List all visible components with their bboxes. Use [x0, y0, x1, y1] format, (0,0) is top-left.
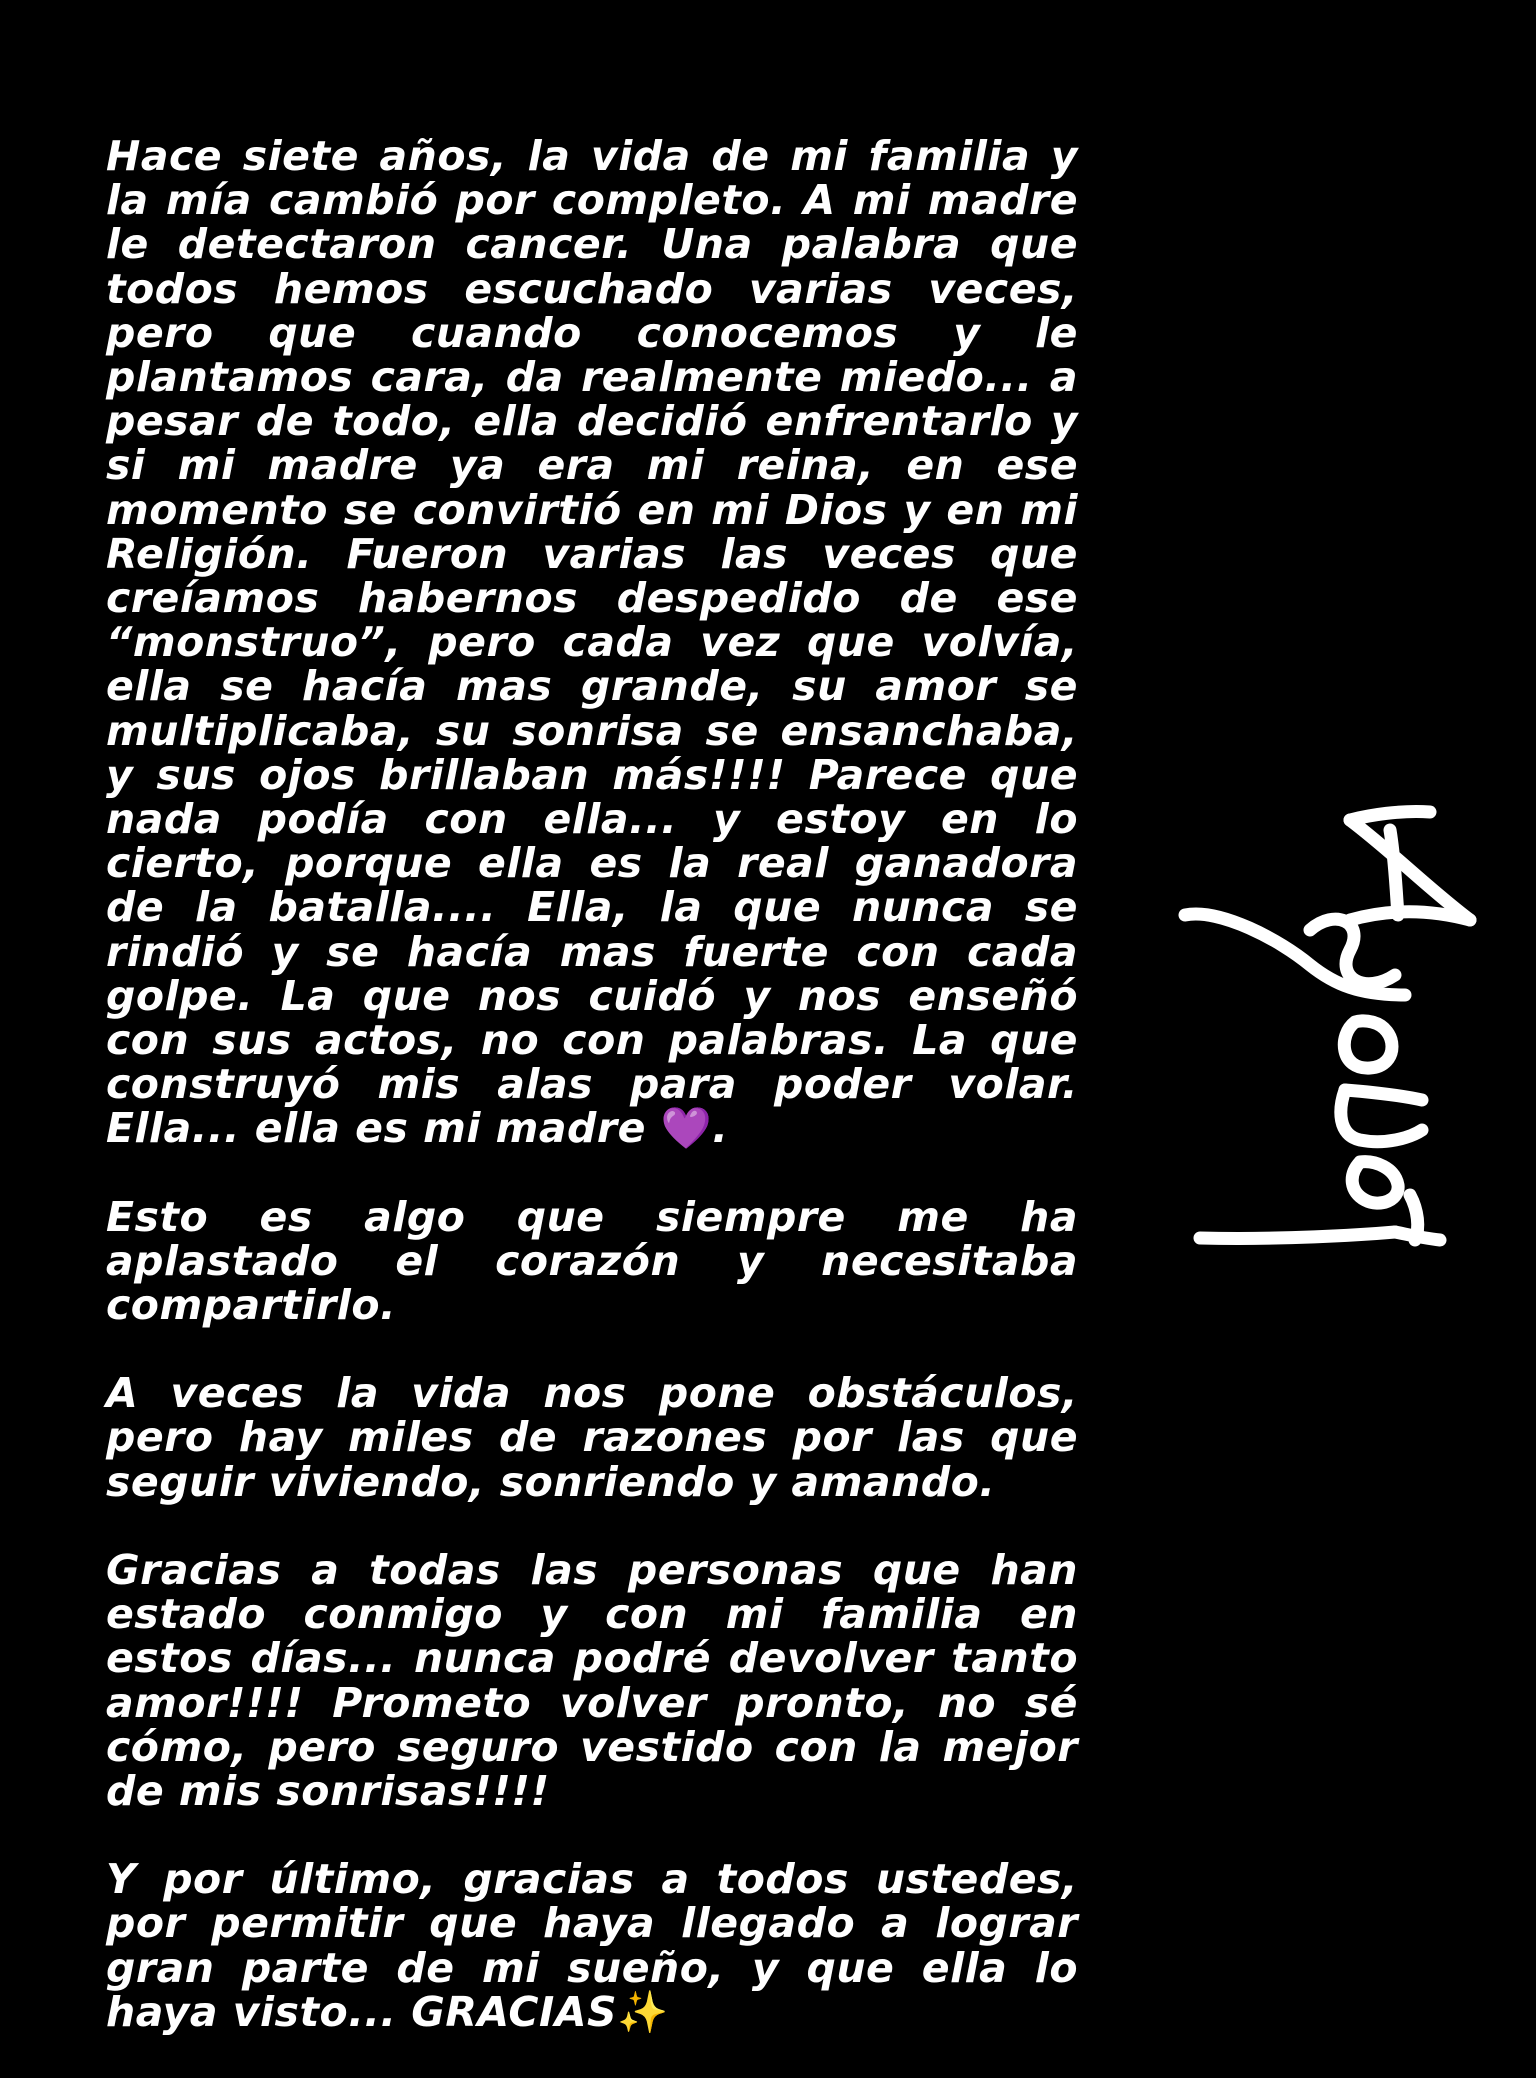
sparkles-icon: ✨: [617, 1987, 669, 2036]
letter-body: [106, 134, 1078, 2078]
paragraph-mother-story: [106, 134, 1078, 1151]
paragraph-obstacles: A veces la vida nos pone obstáculos, pero hay miles de razones por las que seguir viviendo, sonriendo y amando.: [106, 1369, 1078, 1506]
paragraph-thanks-people: Gracias a todas las personas que han estado conmigo y con mi familia en estos días... nunca podré devolver tanto amor!!!! Prometo volver pronto, no sé cómo, pero seguro vestido con la mejor de mis sonrisas!!!!: [106, 1545, 1078, 1815]
paragraph-1-text: Hace siete años, la vida de mi familia y la mía cambió por completo. A mi madre le detectaron cancer. Una palabra que todos hemos escuchado varias veces, pero que cuando conocemos y le plantamos cara, da realmente miedo... a pesar de todo, ella decidió enfrentarlo y si mi madre ya era mi reina, en ese momento se convirtió en mi Dios y en mi Religión. Fueron varias las veces que creíamos habernos despedido de ese “monstruo”, pero cada vez que volvía, ella se hacía mas grande, su amor se multiplicaba, su sonrisa se ensanchaba, y sus ojos brillaban más!!!! Parece que nada podía con ella... y estoy en lo cierto, porque ella es la real ganadora de la batalla.... Ella, la que nunca se rindió y se hacía mas fuerte con cada golpe. La que nos cuidó y nos enseñó con sus actos, no con palabras. La que construyó mis alas para poder volar. Ella... ella es mi madre: [106, 132, 1078, 1153]
paragraph-1-period: .: [712, 1104, 729, 1153]
paragraph-heart: Esto es algo que siempre me ha aplastado el corazón y necesitaba compartirlo.: [106, 1192, 1078, 1330]
paragraph-5-text: Y por último, gracias a todos ustedes, por permitir que haya llegado a lograr gran parte de mi sueño, y que ella lo haya visto... GRACIAS: [106, 1855, 1078, 2036]
paragraph-thanks-everyone: [106, 1857, 1078, 2034]
handwritten-signature: [1160, 790, 1510, 1250]
purple-heart-icon: 💜: [660, 1104, 713, 1153]
